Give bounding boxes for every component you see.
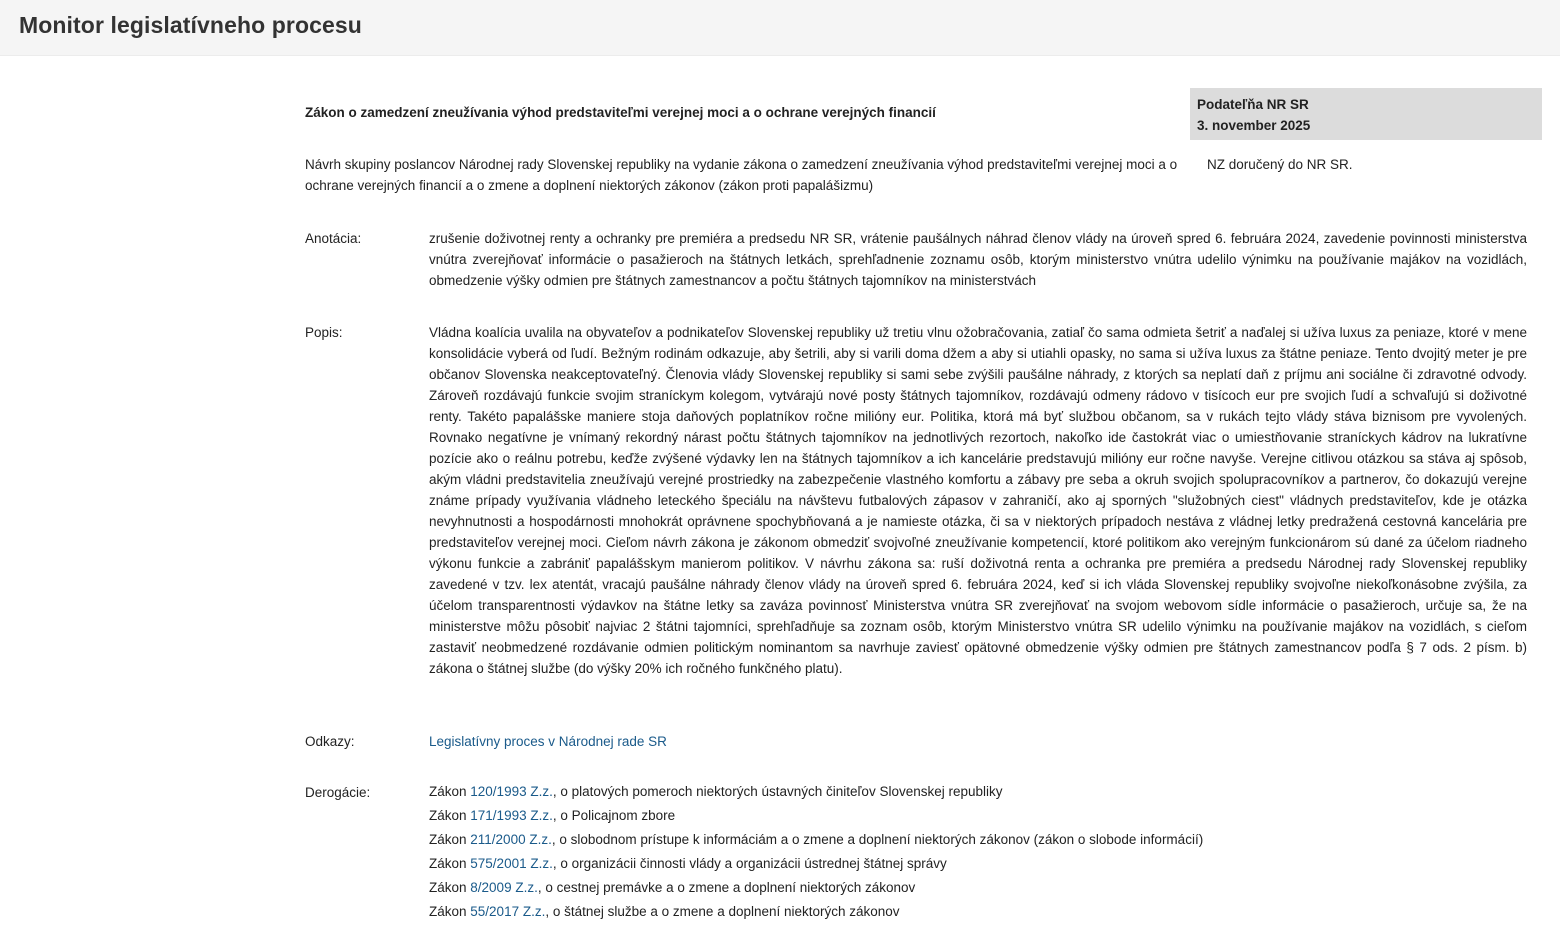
status-box-date: 3. november 2025	[1197, 118, 1311, 133]
popis-label: Popis:	[305, 325, 343, 340]
derogation-item: Zákon 575/2001 Z.z., o organizácii činnosti vlády a organizácii ústrednej štátnej správy	[429, 856, 947, 871]
anotacia-label: Anotácia:	[305, 231, 362, 246]
derogacie-label: Derogácie:	[305, 785, 371, 800]
derogation-link[interactable]: 8/2009 Z.z.	[470, 880, 538, 895]
derogation-item: Zákon 120/1993 Z.z., o platových pomeroch niektorých ústavných činiteľov Slovenskej republiky	[429, 784, 1003, 799]
status-box	[1190, 88, 1542, 140]
derogation-link[interactable]: 211/2000 Z.z.	[470, 832, 552, 847]
derogation-item: Zákon 55/2017 Z.z., o štátnej službe a o zmene a doplnení niektorých zákonov	[429, 904, 900, 919]
status-box-line1: Podateľňa NR SR	[1197, 97, 1309, 112]
odkazy-label: Odkazy:	[305, 734, 355, 749]
popis-text: Vládna koalícia uvalila na obyvateľov a podnikateľov Slovenskej republiky už tretiu vlnu ožobračovania, zatiaľ čo sama odmieta šetriť a naďalej si užíva luxus za peniaze, ktoré v mene konsolidácie vyberá od ľudí. Bežným rodinám odkazuje, aby šetrili, aby si varili doma džem a aby si utiahli opasky, no sama si užíva luxus za štátne peniaze. Tento dvojitý meter je pre občanov Slovenska neakceptovateľný. Členovia vlády Slovenskej republiky si sami sebe zvýšili paušálne náhrady, z ktorých sa neplatí daň z príjmu ani sociálne či zdravotné odvody. Zároveň rozdávajú funkcie svojim straníckym kolegom, vytvárajú nové posty štátnych tajomníkov, rozdávajú odmeny rádovo v tisícoch eur pre svojich ľudí a schvaľujú si doživotné renty. Takéto papalášske maniere stoja daňových poplatníkov ročne milióny eur. Politika, ktorá má byť službou občanom, sa v rukách tejto vlády stáva biznisom pre vyvolených. Rovnako negatívne je vnímaný rekordný nárast počtu štátnych tajomníkov na jednotlivých rezortoch, nakoľko ide častokrát viac o umiestňovanie straníckych kádrov na lukratívne pozície ako o reálnu potrebu, keďže zvýšené výdavky len na štátnych tajomníkov a ich kancelárie predstavujú milióny eur ročne navyše. Verejne citlivou otázkou sa stáva aj spôsob, akým vládni predstavitelia zneužívajú verejné prostriedky na zabezpečenie vlastného komfortu a zábavy pre seba a okruh svojich spolupracovníkov a partnerov, čo dokazujú verejne známe prípady využívania vládneho leteckého špeciálu na návštevu futbalových zápasov v zahraničí, ako aj sporných "služobných ciest" vládnych predstaviteľov, kde je otázka nevyhnutnosti a hospodárnosti mnohokrát oprávnene spochybňovaná a je namieste otázka, či sa v niektorých prípadoch nestáva z vládnej letky predražená cestovná kancelária pre predstaviteľov verejnej moci. Cieľom návrh zákona je zákonom obmedziť svojvoľné zneužívanie kompetencií, ktoré politikom ako verejným funkcionárom sú dané za účelom riadneho výkonu funkcie a zabrániť papalášskym manierom politikov. V návrhu zákona sa: ruší doživotná renta a ochranka pre premiéra a predsedu Národnej rady Slovenskej republiky zavedené v tzv. lex atentát, vracajú paušálne náhrady členov vlády na úroveň spred 6. februára 2024, keď si ich vláda Slovenskej republiky svojvoľne niekoľkonásobne zvýšila, za účelom transparentnosti výdavkov na štátne letky sa zaváza povinnosť Ministerstva vnútra SR zverejňovať na svojom webovom sídle informácie o pasažieroch, určuje sa, že na ministerstve môžu pôsobiť najviac 2 štátni tajomníci, sprehľadňuje sa zoznam osôb, ktorým Ministerstvo vnútra SR udelilo výnimku na používanie majákov na vozidlách, s cieľom zastaviť neobmedzené rozdávanie odmien politickým nominantom sa navrhuje zaviesť opätovné obmedzenie výšky odmien pre štátnych zamestnancov podľa § 7 ods. 2 písm. b) zákona o štátnej službe (do výšky 20% ich ročného funkčného platu).	[429, 325, 1527, 676]
law-title: Zákon o zamedzení zneužívania výhod predstaviteľmi verejnej moci a o ochrane verejných financií	[305, 105, 936, 120]
derogation-link[interactable]: 120/1993 Z.z.	[470, 784, 553, 799]
derogation-list	[429, 782, 1527, 926]
anotacia-text: zrušenie doživotnej renty a ochranky pre premiéra a predsedu NR SR, vrátenie paušálnych náhrad členov vlády na úroveň spred 6. februára 2024, zavedenie povinnosti ministerstva vnútra zverejňovať informácie o pasažieroch na štátnych letkách, sprehľadnenie zoznamu osôb, ktorým ministerstvo vnútra udelilo výnimku na používanie majákov na vozidlách, obmedzenie výšky odmien pre štátnych zamestnancov a počtu štátnych tajomníkov na ministerstvách	[429, 231, 1527, 288]
proposal-status: NZ doručený do NR SR.	[1207, 157, 1353, 172]
derogation-link[interactable]: 55/2017 Z.z.	[470, 904, 546, 919]
legislative-process-link[interactable]: Legislatívny proces v Národnej rade SR	[429, 734, 667, 749]
page-header	[0, 0, 1560, 56]
derogation-link[interactable]: 171/1993 Z.z.	[470, 808, 553, 823]
page-title: Monitor legislatívneho procesu	[19, 12, 362, 38]
proposal-description: Návrh skupiny poslancov Národnej rady Slovenskej republiky na vydanie zákona o zamedzení zneužívania výhod predstaviteľmi verejnej moci a o ochrane verejných financií a o zmene a doplnení niektorých zákonov (zákon proti papalášizmu)	[305, 157, 1178, 193]
derogation-link[interactable]: 575/2001 Z.z.	[470, 856, 553, 871]
derogation-item: Zákon 211/2000 Z.z., o slobodnom prístupe k informáciám a o zmene a doplnení niektorých zákonov (zákon o slobode informácií)	[429, 832, 1204, 847]
derogation-item: Zákon 8/2009 Z.z., o cestnej premávke a o zmene a doplnení niektorých zákonov	[429, 880, 916, 895]
derogation-item: Zákon 171/1993 Z.z., o Policajnom zbore	[429, 808, 676, 823]
